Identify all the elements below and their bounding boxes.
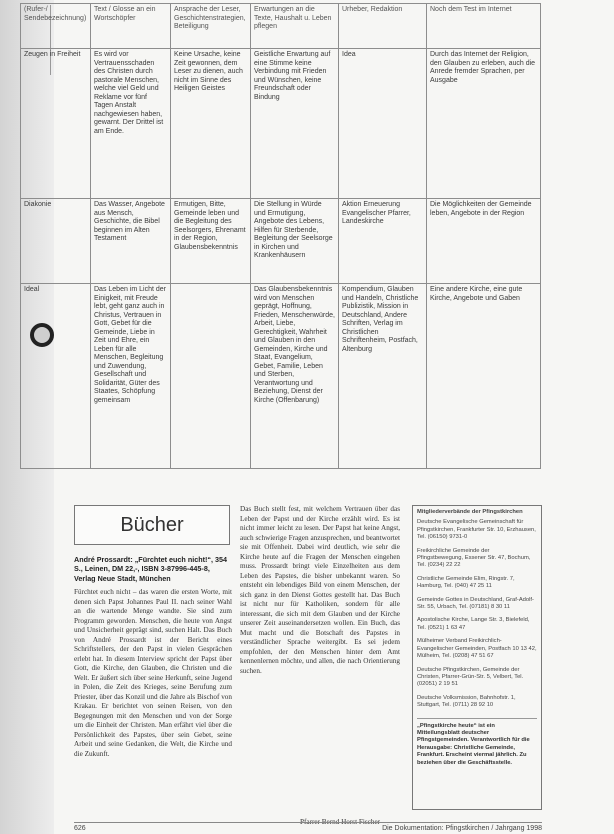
table-header-row [21,4,541,49]
table-header-cell: Ansprache der Leser, Geschichtenstrategien, Beteiligung [171,4,251,49]
table-cell: Zeugen in Freiheit [21,49,91,199]
table-header-cell: Urheber, Redaktion [339,4,427,49]
section-title: Bücher [120,513,184,536]
table-cell: Eine andere Kirche, eine gute Kirche, Angebote und Gaben [427,284,541,469]
table-cell: Kompendium, Glauben und Handeln, Christliche Publizistik, Mission in Deutschland, Andere Schriften, Verlag im Christlichen Schriftenheim, Postfach, Altenburg [339,284,427,469]
table-cell: Die Stellung in Würde und Ermutigung, Angebote des Lebens, Hilfen für Sterbende, Begleitung der Seelsorge in Kirchen und Krankenhäusern [251,199,339,284]
address-sidebar [412,505,542,810]
page-number: 626 [74,825,86,832]
book-citation: André Prossardt: „Fürchtet euch nicht!“, 354 S., Leinen, DM 22,-, ISBN 3-87996-445-8, Verlag Neue Stadt, München [74,555,227,583]
table-cell: Geistliche Erwartung auf eine Stimme keine Verbindung mit Frieden und Wünschen, keine Freundschaft oder Bindung [251,49,339,199]
table-cell [171,284,251,469]
sidebar-entry: Freikirchliche Gemeinde der Pfingstbewegung, Essener Str. 47, Bochum, Tel. (0234) 22 22 [417,547,531,569]
sidebar-entry: Deutsche Pfingstkirchen, Gemeinde der Christen, Pfarrer-Grün-Str. 5, Velbert, Tel. (02051) 2 19 51 [417,666,524,688]
sidebar-entry: Gemeinde Gottes in Deutschland, Graf-Adolf-Str. 55, Urbach, Tel. (07181) 8 30 11 [417,596,534,611]
table-cell: Die Möglichkeiten der Gemeinde leben, Angebote in der Region [427,199,541,284]
reviewer-signature: Pfarrer Bernd Horst Fischer [300,818,381,826]
table-header-cell: (Rufer-/ Sendebezeichnung) [21,4,91,49]
table-cell: Das Glaubensbekenntnis wird von Menschen geprägt, Hoffnung, Frieden, Menschenwürde, Arbeit, Liebe, Gerechtigkeit, Wahrheit und Glauben in den Gemeinden, Kirche und Staat, Evangelium, Gebet, Familie, Leben und Sterben, Verantwortung und Beziehung, Dienst der Kirche (Offenbarung) [251,284,339,469]
table-cell: Keine Ursache, keine Zeit gewonnen, dem Leser zu dienen, auch nicht im Sinne des Heiligen Geistes [171,49,251,199]
table-cell: Ermutigen, Bitte, Gemeinde leben und die Begleitung des Seelsorgers, Ehrenamt in der Region, Glaubensbekenntnis [171,199,251,284]
table-cell: Idea [339,49,427,199]
table-cell: Das Leben im Licht der Einigkeit, mit Freude lebt, geht ganz auch in Christus, Vertrauen in Gott, Gebet für die Gemeinde, Liebe in Zeit und Ehre, ein Leben für alle Menschen, Begleitung und Zuwendung, Gesellschaft und Solidarität, Güter des Staates, Schöpfung gemeinsam [91,284,171,469]
sidebar-entry: Mülheimer Verband Freikirchlich-Evangelischer Gemeinden, Postfach 10 13 42, Mülheim, Tel. (0208) 47 51 67 [417,638,537,660]
table-row [21,49,541,199]
denomination-table [20,3,541,469]
table-cell: Ideal [21,284,91,469]
review-text-column-1: Fürchtet euch nicht – das waren die ersten Worte, mit denen sich Papst Johannes Paul II. nach seiner Wahl an die wartende Menge wandte. Sie sind zum Programm geworden. Menschen, die heute von Angst und Unsicherheit geprägt sind, suchen Halt. Das Buch von André Prossardt ist der Bericht eines Schriftstellers, der den Papst in vielen Gesprächen erlebt hat. In diesem Interview spricht der Papst über Gott, die Kirche, den Glauben, die Christen und die Welt. Er äußert sich über seine Herkunft, seine Jugend in Polen, die Zeit des Krieges, seine Berufung zum Priester, über das Konzil und die Jahre als Bischof von Krakau. Er berichtet von seinen Reisen, von den Begegnungen mit den Menschen und von der Sorge um die Einheit der Christen. Man erfährt viel über die Persönlichkeit des Papstes, über sein Gebet, seine Arbeit und seine Gedanken, die Welt, die Kirche und die Zukunft. [74,588,232,758]
table-cell: Es wird vor Vertrauensschaden des Christen durch pastorale Menschen, welche viel Geld und Reklame vor fünf Tagen Anstalt nachgewiesen haben, gewarnt. Der Drittel ist am Ende. [91,49,171,199]
table-cell: Das Wasser, Angebote aus Mensch, Geschichte, die Bibel beginnen im Alten Testament [91,199,171,284]
sidebar-entry: Deutsche Evangelische Gemeinschaft für Pfingstkirchen, Frankfurter Str. 10, Erzhausen, Tel. (06150) 9731-0 [417,519,536,541]
table-cell: Aktion Erneuerung Evangelischer Pfarrer, Landeskirche [339,199,427,284]
table-header-cell: Text / Glosse an ein Wortschöpfer [91,4,171,49]
table-cell: Diakonie [21,199,91,284]
table-cell: Durch das Internet der Religion, den Glauben zu erleben, auch die Anrede fremder Sprachen, per Ausgabe [427,49,541,199]
sidebar-heading: Mitgliederverbände der Pfingstkirchen [417,509,523,515]
table-row [21,199,541,284]
sidebar-entry: Apostolische Kirche, Lange Str. 3, Bielefeld, Tel. (0521) 1 63 47 [417,617,530,631]
footer-source: Die Dokumentation: Pfingstkirchen / Jahrgang 1998 [382,825,542,832]
table-header-cell: Noch dem Test im Internet [427,4,541,49]
sidebar-entry: Deutsche Volksmission, Bahnhofstr. 1, Stuttgart, Tel. (0711) 28 92 10 [417,694,516,709]
sidebar-entry: Christliche Gemeinde Elim, Ringstr. 7, Hamburg, Tel. (040) 47 25 11 [417,575,515,590]
section-title-box [74,505,230,545]
table-row [21,284,541,469]
sidebar-note: „Pfingstkirche heute“ ist ein Mitteilungsblatt deutscher Pfingstgemeinden. Verantwortlich für die Herausgabe: Christliche Gemeinde, Frankfurt. Erscheint viermal jährlich. Zu beziehen über die Geschäftsstelle. [417,718,537,767]
table-header-cell: Erwartungen an die Texte, Haushalt u. Leben pflegen [251,4,339,49]
review-text-column-2: Das Buch stellt fest, mit welchem Vertrauen über das Leben der Papst und der Kirche erzählt wird. Es ist nicht immer leicht zu lesen. Der Papst hat keine Angst, auch schwierige Fragen anzusprechen, und beantwortet sie mit Offenheit. Dabei wird deutlich, wie sehr die Kirche heute auf die Fragen der Menschen eingehen muss. Prossardt bringt viele Einzelheiten aus dem Leben des Papstes, die bisher unbekannt waren. So entsteht ein lebendiges Bild von einem Menschen, der sich ganz in den Dienst Gottes gestellt hat. Das Buch ist nicht nur für Katholiken, sondern für alle interessant, die sich mit dem Glauben und der Kirche unserer Zeit auseinandersetzen wollen. Ein Buch, das Mut macht und die Botschaft des Papstes in verständlicher Sprache weitergibt. Es sei jedem empfohlen, der den Menschen hinter dem Amt kennenlernen möchte, und allen, die nach Orientierung suchen. [240,505,400,675]
